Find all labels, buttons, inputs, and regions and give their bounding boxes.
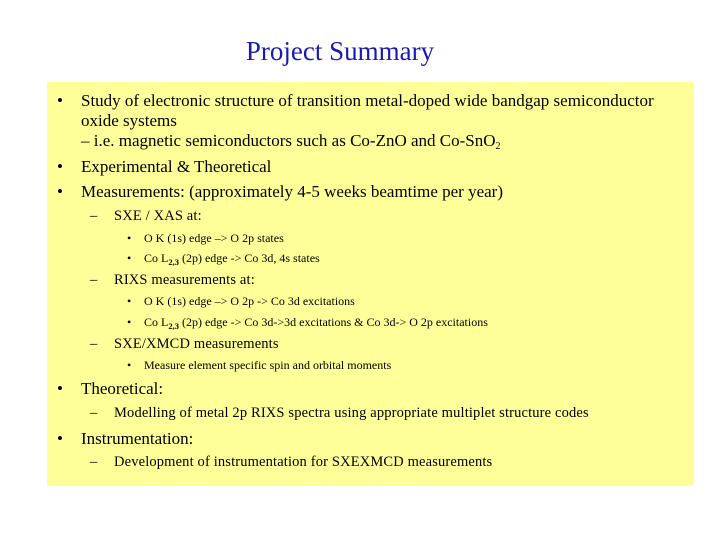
small-bullet-marker: • xyxy=(127,294,132,308)
bullet-2: Experimental & Theoretical xyxy=(81,157,272,176)
small-bullet-marker: • xyxy=(127,358,132,372)
dash-marker: – xyxy=(90,405,98,421)
bullet-marker: • xyxy=(57,182,63,201)
bullet-marker: • xyxy=(57,157,63,176)
small-bullet-marker: • xyxy=(127,251,132,265)
sxe-item-o-k-edge: O K (1s) edge –> O 2p states xyxy=(144,231,284,245)
content-panel xyxy=(47,82,694,486)
xmcd-item-moments: Measure element specific spin and orbital moments xyxy=(144,358,392,372)
subscript-2-3: 2,3 xyxy=(168,257,179,267)
co-l-rest: (2p) edge -> Co 3d, 4s states xyxy=(178,251,320,265)
sub-item-sxe-xmcd: SXE/XMCD measurements xyxy=(114,336,279,352)
bullet-1-line-1: Study of electronic structure of transition metal-doped wide bandgap semiconductor xyxy=(81,91,654,110)
bullet-5: Instrumentation: xyxy=(81,429,194,448)
sub-item-rixs: RIXS measurements at: xyxy=(114,272,255,288)
dash-marker: – xyxy=(90,454,98,470)
bullet-1-line-3 xyxy=(81,131,501,154)
dash-marker: – xyxy=(90,336,98,352)
sub-item-sxe-xas: SXE / XAS at: xyxy=(114,208,202,224)
co-l-text: Co L xyxy=(144,315,169,329)
dash-marker: – xyxy=(90,272,98,288)
sub-item-modelling: Modelling of metal 2p RIXS spectra using appropriate multiplet structure codes xyxy=(114,405,589,421)
sub-item-instrumentation: Development of instrumentation for SXEXMCD measurements xyxy=(114,454,493,470)
bullet-marker: • xyxy=(57,91,63,110)
bullet-1-line-3-text: – i.e. magnetic semiconductors such as Co-ZnO and Co-SnO xyxy=(81,131,496,150)
bullet-marker: • xyxy=(57,429,63,448)
small-bullet-marker: • xyxy=(127,315,132,329)
co-l-text: Co L xyxy=(144,251,169,265)
subscript-2: 2 xyxy=(495,141,501,152)
dash-marker: – xyxy=(90,208,98,224)
slide-title: Project Summary xyxy=(245,36,435,66)
bullet-4: Theoretical: xyxy=(81,379,164,398)
bullet-marker: • xyxy=(57,379,63,398)
rixs-item-co-l-edge xyxy=(144,315,488,331)
bullet-3: Measurements: (approximately 4-5 weeks beamtime per year) xyxy=(81,182,504,201)
sxe-item-co-l-edge xyxy=(144,251,320,267)
small-bullet-marker: • xyxy=(127,231,132,245)
co-l-rest: (2p) edge -> Co 3d->3d excitations & Co 3d-> O 2p excitations xyxy=(178,315,488,329)
rixs-item-o-k-edge: O K (1s) edge –> O 2p -> Co 3d excitations xyxy=(144,294,355,308)
subscript-2-3: 2,3 xyxy=(168,321,179,331)
bullet-1-line-2: oxide systems xyxy=(81,111,177,130)
